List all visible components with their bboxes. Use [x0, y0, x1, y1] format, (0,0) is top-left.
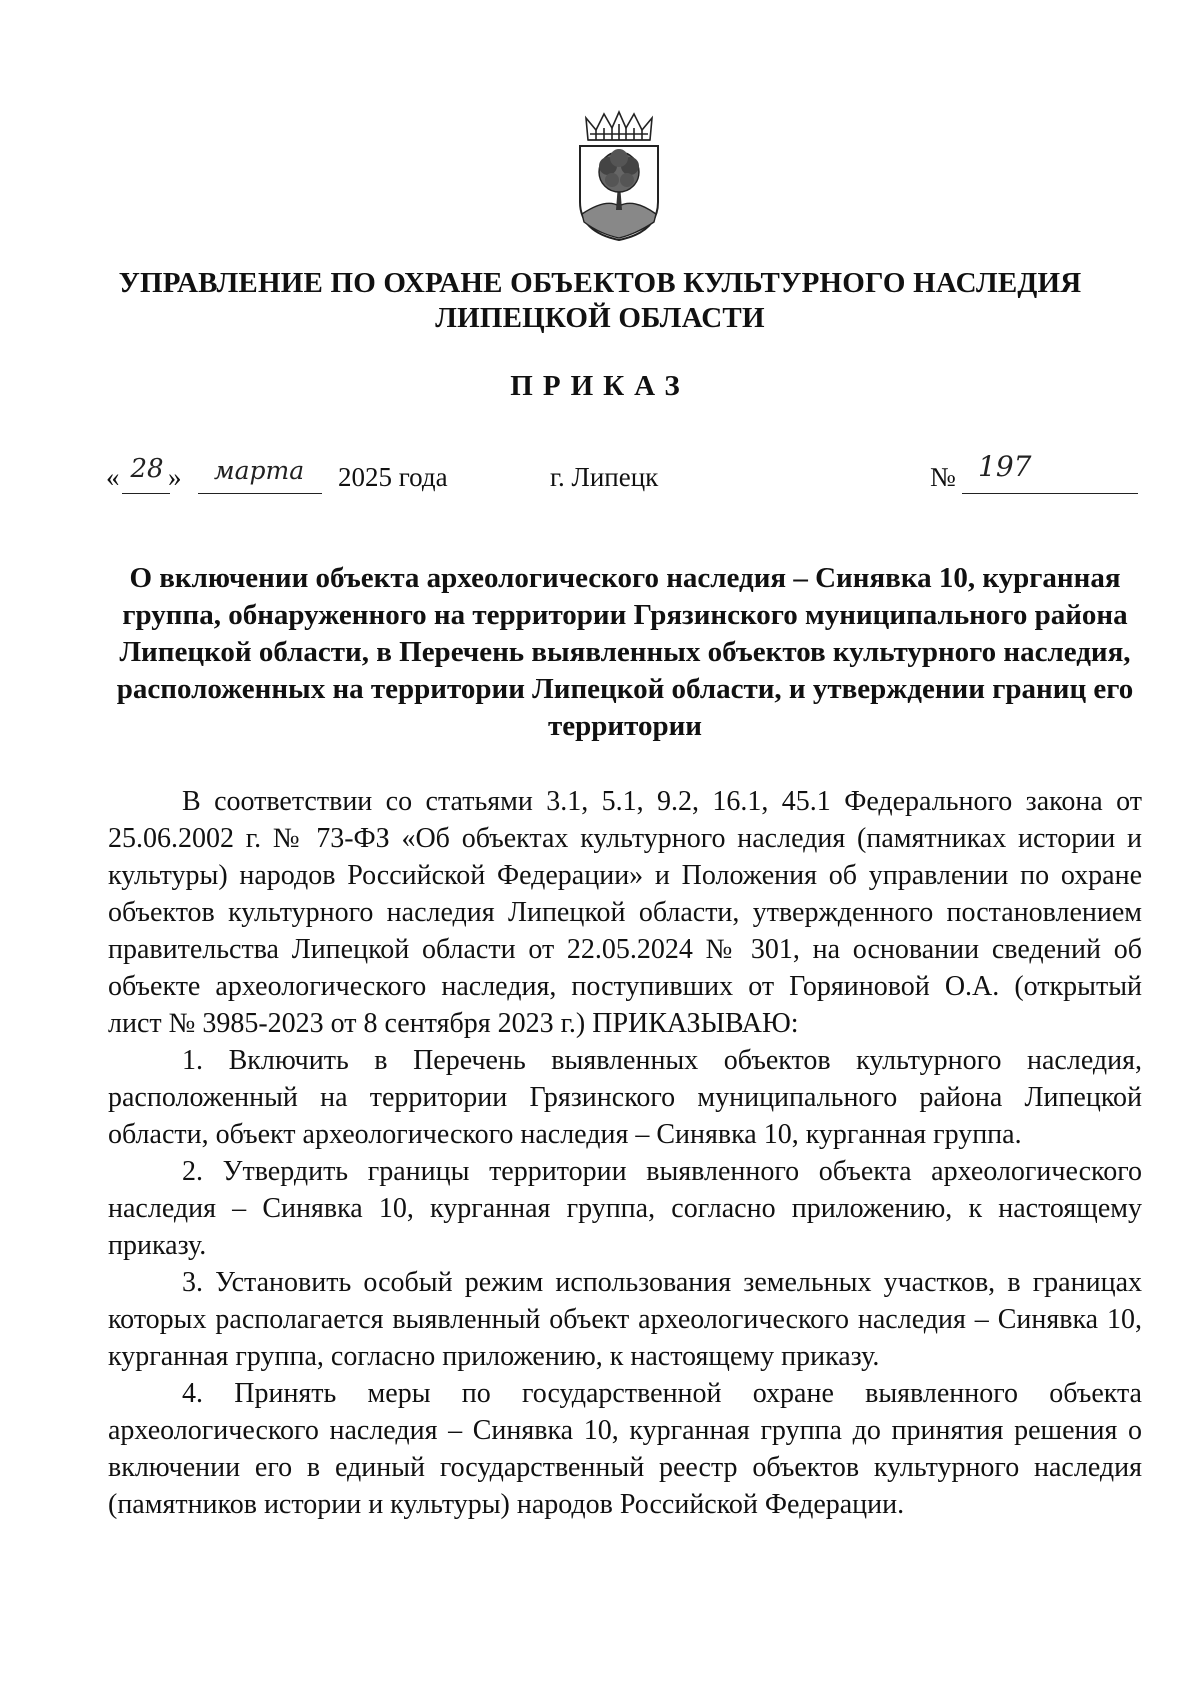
order-body — [108, 783, 1142, 1523]
order-number-handwritten: 197 — [978, 450, 1032, 483]
organization-name-line-1: УПРАВЛЕНИЕ ПО ОХРАНЕ ОБЪЕКТОВ КУЛЬТУРНОГО НАСЛЕДИЯ — [118, 267, 1082, 299]
organization-name-line-2: ЛИПЕЦКОЙ ОБЛАСТИ — [435, 302, 765, 334]
order-meta-row — [0, 450, 1200, 502]
order-item-3: 3. Установить особый режим использования земельных участков, в границах которых располагается выявленный объект археологического наследия – Синявка 10, курганная группа, согласно приложению, к настоящему приказу. — [108, 1267, 1142, 1372]
date-quote-close: » — [168, 462, 182, 492]
day-underline — [122, 493, 170, 494]
coat-of-arms-icon — [576, 110, 662, 242]
order-year: 2025 года — [338, 462, 448, 492]
order-city: г. Липецк — [550, 462, 659, 492]
order-month-handwritten: марта — [213, 456, 305, 485]
date-quote-open: « — [106, 462, 120, 492]
order-subject: О включении объекта археологического наследия – Синявка 10, курганная группа, обнаруженного на территории Грязинского муниципального района Липецкой области, в Перечень выявленных объектов культурного наследия, расположенных на территории Липецкой области, и утверждении границ его территории — [116, 562, 1134, 742]
month-underline — [198, 493, 322, 494]
order-item-2: 2. Утвердить границы территории выявленного объекта археологического наследия – Синявка 10, курганная группа, согласно приложению, к настоящему приказу. — [108, 1156, 1142, 1261]
order-number-label: № — [930, 462, 956, 492]
order-day-handwritten: 28 — [130, 454, 164, 484]
order-preamble: В соответствии со статьями 3.1, 5.1, 9.2, 16.1, 45.1 Федерального закона от 25.06.2002 г. № 73-ФЗ «Об объектах культурного наследия (памятниках истории и культуры) народов Российской Федерации» и Положения об управлении по охране объектов культурного наследия Липецкой области, утвержденного постановлением правительства Липецкой области от 22.05.2024 № 301, на основании сведений об объекте археологического наследия, поступивших от Горяиновой О.А. (открытый лист № 3985-2023 от 8 сентября 2023 г.) ПРИКАЗЫВАЮ: — [108, 786, 1142, 1039]
order-item-4: 4. Принять меры по государственной охране выявленного объекта археологического наследия – Синявка 10, курганная группа до принятия решения о включении его в единый государственный реестр объектов культурного наследия (памятников истории и культуры) народов Российской Федерации. — [108, 1378, 1142, 1520]
number-underline — [962, 493, 1138, 494]
document-type-title: ПРИКАЗ — [510, 370, 690, 402]
order-item-1: 1. Включить в Перечень выявленных объектов культурного наследия, расположенный на территории Грязинского муниципального района Липецкой области, объект археологического наследия – Синявка 10, курганная группа. — [108, 1045, 1142, 1150]
